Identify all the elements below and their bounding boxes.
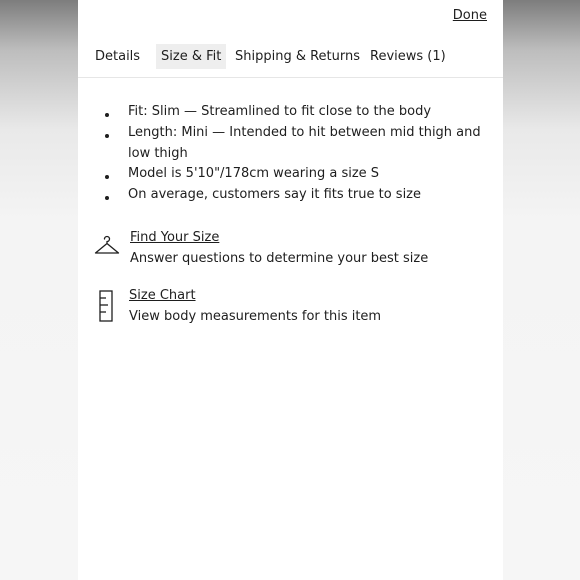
tab-bar <box>78 44 503 78</box>
size-fit-panel <box>78 0 503 580</box>
find-your-size-description: Answer questions to determine your best size <box>130 251 429 266</box>
find-your-size-link[interactable]: Find Your Size <box>130 230 220 245</box>
size-chart-description: View body measurements for this item <box>129 309 382 324</box>
fit-rating-bullet: On average, customers say it fits true to size <box>100 185 492 206</box>
length-bullet: Length: Mini — Intended to hit between mid thigh and low thigh <box>100 123 492 165</box>
size-chart-link[interactable]: Size Chart <box>129 288 196 303</box>
tab-shipping-returns[interactable]: Shipping & Returns <box>235 49 361 64</box>
fit-bullet: Fit: Slim — Streamlined to fit close to the body <box>100 102 492 123</box>
tab-details[interactable]: Details <box>95 49 141 64</box>
tab-size-fit[interactable]: Size & Fit <box>156 44 226 69</box>
model-bullet: Model is 5'10"/178cm wearing a size S <box>100 164 492 185</box>
hanger-icon <box>94 233 120 259</box>
tab-reviews[interactable]: Reviews (1) <box>370 49 446 64</box>
fit-details-list <box>100 102 492 206</box>
ruler-icon <box>99 290 115 322</box>
done-button[interactable]: Done <box>452 8 487 23</box>
